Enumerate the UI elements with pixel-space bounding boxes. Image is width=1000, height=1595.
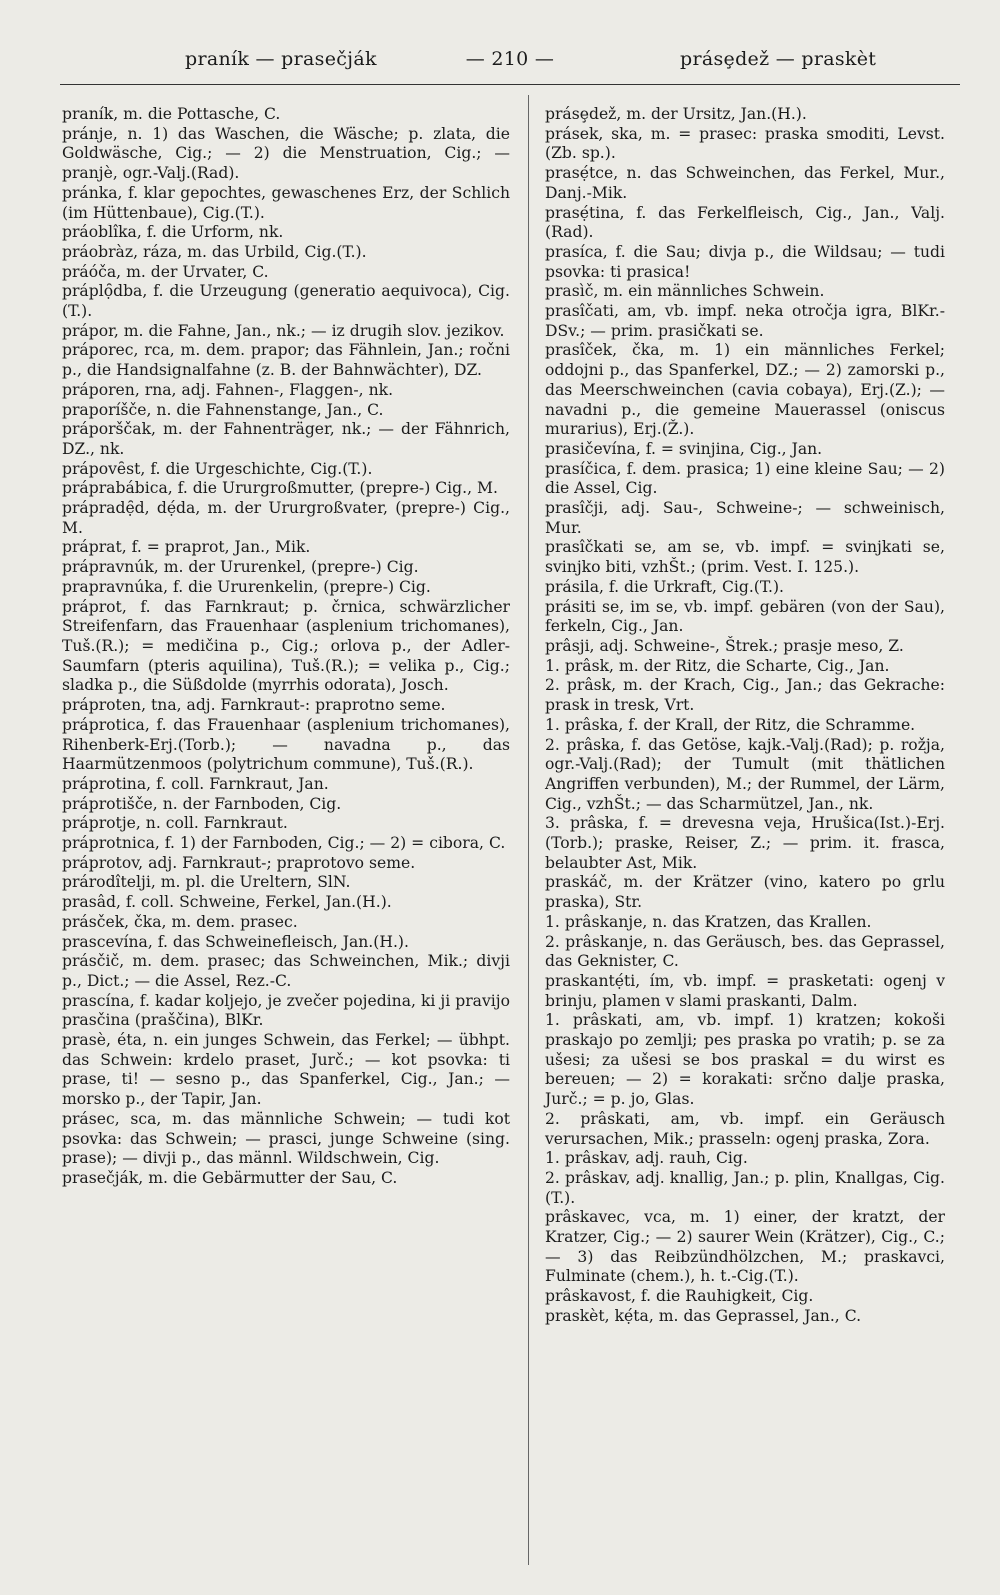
dictionary-entry: práprabábica, f. die Ururgroßmutter, (prepre-) Cig., M. [62,479,498,498]
dictionary-entry: prasîčkati se, am se, vb. impf. = svinjkati se, svinjko biti, vzhŠt.; (prim. Vest. I. 125.). [545,538,945,577]
dictionary-entry: prápravnúk, m. der Ururenkel, (prepre-) Cig. [62,558,419,577]
dictionary-entry: prásec, sca, m. das männliche Schwein; — tudi kot psovka: das Schwein; — prasci, junge Schweine (sing. prase); — divji p., das männl. Wildschwein, Cig. [62,1109,510,1168]
dictionary-entry: práprot, f. das Farnkraut; p. črnica, schwärzlicher Streifenfarn, das Frauenhaar (asplenium trichomanes), Tuš.(R.); = medičina p., Cig.; orlova p., der Adler-Saumfarn (pteris aquilina), Tuš.(R.); = velika p., Cig.; sladka p., die Süßdolde (myrrhis odorata), Josch. [62,597,510,695]
dictionary-entry: 2. prâskanje, n. das Geräusch, bes. das Geprassel, das Geknister, C. [545,932,945,971]
dictionary-entry: prásila, f. die Urkraft, Cig.(T.). [545,577,784,596]
dictionary-entry: prasîčji, adj. Sau-, Schweine-; — schweinisch, Mur. [545,499,945,537]
dictionary-entry: prasẹ́tce, n. das Schweinchen, das Ferkel, Mur., Danj.-Mik. [545,164,945,202]
dictionary-entry: prárodîtelji, m. pl. die Ureltern, SlN. [62,873,351,892]
dictionary-entry: prasíca, f. die Sau; divja p., die Wildsau; — tudi psovka: ti prasica! [545,242,945,281]
dictionary-entry: prápovȇst, f. die Urgeschichte, Cig.(T.). [62,459,373,478]
right-column [545,105,945,1327]
dictionary-entry: práplọ̑dba, f. die Urzeugung (generatio aequivoca), Cig.(T.). [62,282,510,321]
dictionary-entry: pránka, f. klar gepochtes, gewaschenes Erz, der Schlich (im Hüttenbaue), Cig.(T.). [62,183,510,222]
dictionary-entry: prasičevína, f. = svinjina, Cig., Jan. [545,439,823,458]
dictionary-entry: prapravnúka, f. die Ururenkelin, (prepre-) Cig. [62,577,431,596]
dictionary-entry: praskèt, kẹ́ta, m. das Geprassel, Jan., C. [545,1306,862,1325]
dictionary-entry: prásek, ska, m. = prasec: praska smoditi, Levst.(Zb. sp.). [545,124,945,163]
dictionary-entry: práprotov, adj. Farnkraut-; praprotovo seme. [62,853,416,872]
dictionary-entry: 3. prâska, f. = drevesna veja, Hrušica(Ist.)-Erj.(Torb.); praske, Reiser, Z.; — prim. it. frasca, belaubter Ast, Mik. [545,814,945,872]
dictionary-entry: práporščak, m. der Fahnenträger, nk.; — der Fähnrich, DZ., nk. [62,420,510,458]
dictionary-entry: 2. prâska, f. das Getöse, kajk.-Valj.(Rad); p. rožja, ogr.-Valj.(Rad); der Tumult (mit thätlichen Angriffen verbunden), M.; der Rummel, der Lärm, Cig., vzhŠt.; — das Scharmützel, Jan., nk. [545,735,945,813]
dictionary-entry: 1. prâskati, am, vb. impf. 1) kratzen; kokoši praskajo po zemlji; pes praska po vratih; p. se za ušesi; za ušesi se bos praskal = du wirst es bereuen; — 2) = korakati: srčno dalje praska, Jurč.; = p. jo, Glas. [545,1011,945,1109]
dictionary-entry: práprotina, f. coll. Farnkraut, Jan. [62,774,329,793]
dictionary-entry: prásčič, m. dem. prasec; das Schweinchen, Mik.; divji p., Dict.; — die Assel, Rez.-C. [62,952,510,990]
dictionary-entry: prâsji, adj. Schweine-, Štrek.; prasje meso, Z. [545,636,904,655]
dictionary-entry: práprat, f. = praprot, Jan., Mik. [62,538,311,557]
dictionary-entry: prasìč, m. ein männliches Schwein. [545,282,825,301]
dictionary-entry: 1. prâsk, m. der Ritz, die Scharte, Cig., Jan. [545,656,890,675]
left-column [62,105,510,1189]
dictionary-entry: praskantẹ́ti, ím, vb. impf. = prasketati: ogenj v brinju, plamen v slami praskanti, Dalm. [545,971,945,1010]
dictionary-entry: 1. prâska, f. der Krall, der Ritz, die Schramme. [545,715,916,734]
dictionary-entry: prápradẹ̑d, dẹ́da, m. der Ururgroßvater, (prepre-) Cig., M. [62,499,510,537]
dictionary-entry: 2. prâsk, m. der Krach, Cig., Jan.; das Gekrache: prask in tresk, Vrt. [545,676,945,715]
dictionary-entry: prascevína, f. das Schweinefleisch, Jan.(H.). [62,932,409,951]
dictionary-entry: prásiti se, im se, vb. impf. gebären (von der Sau), ferkeln, Cig., Jan. [545,597,945,636]
dictionary-entry: práproten, tna, adj. Farnkraut-: praprotno seme. [62,696,446,715]
dictionary-entry: práprotnica, f. 1) der Farnboden, Cig.; — 2) = cibora, C. [62,834,506,853]
dictionary-entry: práóča, m. der Urvater, C. [62,262,269,281]
dictionary-entry: prásček, čka, m. dem. prasec. [62,912,298,931]
dictionary-entry: prasẹ́tina, f. das Ferkelfleisch, Cig., Jan., Valj.(Rad). [545,203,945,242]
dictionary-entry: prâskavec, vca, m. 1) einer, der kratzt, der Kratzer, Cig.; — 2) saurer Wein (Krätzer), Cig., C.; — 3) das Reibzündhölzchen, M.; praskavci, Fulminate (chem.), h. t.-Cig.(T.). [545,1208,945,1286]
dictionary-entry: prasečják, m. die Gebärmutter der Sau, C. [62,1168,398,1187]
dictionary-entry: práoblîka, f. die Urform, nk. [62,223,284,242]
header-left-guideword: praník — prasečják [185,48,377,70]
dictionary-entry: prâskavost, f. die Rauhigkeit, Cig. [545,1287,814,1306]
dictionary-entry: práprotišče, n. der Farnboden, Cig. [62,794,342,813]
dictionary-entry: praník, m. die Pottasche, C. [62,105,281,123]
dictionary-entry: prasè, éta, n. ein junges Schwein, das Ferkel; — übhpt. das Schwein: krdelo praset, Jurč.; — kot psovka: ti prase, ti! — sesno p., das Spanferkel, Cig., Jan.; — morsko p., der Tapir, Jan. [62,1031,510,1109]
dictionary-entry: 1. prâskanje, n. das Kratzen, das Krallen. [545,912,872,931]
dictionary-entry: práobràz, ráza, m. das Urbild, Cig.(T.). [62,242,367,261]
dictionary-entry: 2. prâskati, am, vb. impf. ein Geräusch verursachen, Mik.; prasseln: ogenj praska, Zora. [545,1109,945,1148]
page-header [60,42,960,82]
header-rule [60,84,960,85]
column-separator [528,95,529,1565]
dictionary-entry: práprotje, n. coll. Farnkraut. [62,814,288,833]
dictionary-entry: práprotica, f. das Frauenhaar (asplenium trichomanes), Rihenberk-Erj.(Torb.); — navadna p., das Haarmützenmoos (polytrichum commune), Tuš.(R.). [62,715,510,774]
dictionary-entry: prasâd, f. coll. Schweine, Ferkel, Jan.(H.). [62,893,392,912]
dictionary-entry: prasîčati, am, vb. impf. neka otročja igra, BlKr.-DSv.; — prim. prasičkati se. [545,302,945,340]
dictionary-entry: praporíšče, n. die Fahnenstange, Jan., C. [62,400,384,419]
header-right-guideword: prásȩdež — praskèt [680,48,877,70]
dictionary-entry: 2. prâskav, adj. knallig, Jan.; p. plin, Knallgas, Cig.(T.). [545,1168,945,1207]
dictionary-entry: pránje, n. 1) das Waschen, die Wäsche; p. zlata, die Goldwäsche, Cig.; — 2) die Menstruation, Cig.; — pranjè, ogr.-Valj.(Rad). [62,124,510,183]
dictionary-entry: práporec, rca, m. dem. prapor; das Fähnlein, Jan.; ročni p., die Handsignalfahne (z. B. der Bahnwächter), DZ. [62,341,510,380]
page-number: — 210 — [465,48,555,70]
dictionary-entry: 1. prâskav, adj. rauh, Cig. [545,1149,748,1168]
dictionary-entry: práporen, rna, adj. Fahnen-, Flaggen-, nk. [62,380,394,399]
dictionary-entry: praskáč, m. der Krätzer (vino, katero po grlu praska), Str. [545,873,945,912]
dictionary-entry: prasíčica, f. dem. prasica; 1) eine kleine Sau; — 2) die Assel, Cig. [545,459,945,498]
dictionary-entry: prasîček, čka, m. 1) ein männliches Ferkel; oddojni p., das Spanferkel, DZ.; — 2) zamorski p., das Meerschweinchen (cavia cobaya), Erj.(Z.); — navadni p., die gemeine Mauerassel (oniscus murarius), Erj.(Ž.). [545,341,945,439]
dictionary-entry: prascína, f. kadar koljejo, je zvečer pojedina, ki ji pravijo prasčina (praščina), BlKr. [62,991,510,1030]
dictionary-entry: prápor, m. die Fahne, Jan., nk.; — iz drugih slov. jezikov. [62,321,505,340]
dictionary-entry: prásȩdež, m. der Ursitz, Jan.(H.). [545,105,807,123]
